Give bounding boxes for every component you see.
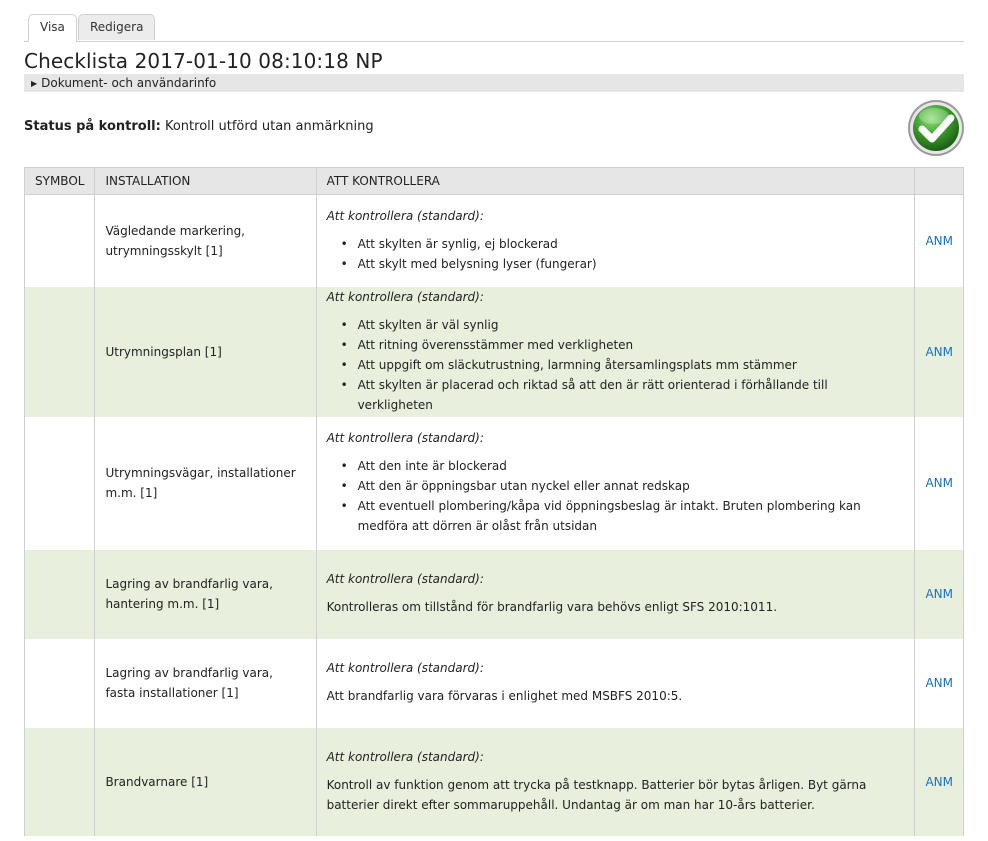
status-value: Kontroll utförd utan anmärkning [160, 119, 374, 134]
table-row [25, 550, 964, 639]
anm-link[interactable]: ANM [925, 676, 953, 690]
symbol-cell [25, 287, 95, 417]
symbol-cell [25, 417, 95, 550]
standard-label: Att kontrollera (standard): [326, 289, 484, 304]
action-cell [915, 639, 964, 728]
document-info-toggle[interactable] [24, 74, 964, 92]
tab-view[interactable]: Visa [28, 14, 77, 42]
table-row [25, 195, 964, 287]
action-cell [915, 550, 964, 639]
anm-link[interactable]: ANM [925, 587, 953, 601]
symbol-cell [25, 639, 95, 728]
installation-cell: Lagring av brandfarlig vara, hantering m.m. [1] [95, 550, 316, 639]
check-item: • Att den inte är blockerad [341, 456, 905, 476]
check-description: Kontroll av funktion genom att trycka på testknapp. Batterier bör bytas årligen. Byt gärna batterier direkt efter sommaruppehåll. Undantag är om man har 10-års batterier. [326, 777, 867, 812]
symbol-cell [25, 728, 95, 836]
check-item: • Att skylten är synlig, ej blockerad [341, 234, 905, 254]
checklist-table [24, 167, 964, 836]
tab-edit[interactable]: Redigera [78, 14, 155, 40]
standard-label: Att kontrollera (standard): [326, 749, 484, 764]
page-title: Checklista 2017-01-10 08:10:18 NP [24, 49, 383, 73]
table-row [25, 639, 964, 728]
anm-link[interactable]: ANM [925, 476, 953, 490]
header-symbol: SYMBOL [25, 168, 95, 195]
standard-label: Att kontrollera (standard): [326, 431, 484, 445]
check-cell [316, 417, 915, 550]
table-header-row [25, 168, 964, 195]
check-list [327, 234, 905, 274]
check-cell [316, 195, 915, 287]
check-item: • Att uppgift om släckutrustning, larmning återsamlingsplats mm stämmer [341, 355, 905, 375]
table-row [25, 287, 964, 417]
anm-link[interactable]: ANM [925, 233, 953, 248]
action-cell [915, 728, 964, 836]
installation-cell: Lagring av brandfarlig vara, fasta installationer [1] [95, 639, 316, 728]
header-installation: INSTALLATION [95, 168, 316, 195]
standard-label: Att kontrollera (standard): [326, 572, 484, 586]
check-cell [316, 550, 915, 639]
check-cell [316, 728, 915, 836]
check-item: • Att skylten är väl synlig [341, 315, 905, 335]
check-list [327, 315, 905, 415]
header-check: ATT KONTROLLERA [316, 168, 915, 195]
standard-label: Att kontrollera (standard): [326, 661, 484, 675]
installation-cell: Utrymningsvägar, installationer m.m. [1] [95, 417, 316, 550]
control-status [24, 119, 374, 134]
action-cell [915, 195, 964, 287]
status-label: Status på kontroll [24, 119, 156, 134]
table-row [25, 728, 964, 836]
table-row [25, 417, 964, 550]
check-description: Kontrolleras om tillstånd för brandfarlig vara behövs enligt SFS 2010:1011. [326, 600, 778, 614]
check-item: • Att skylt med belysning lyser (fungerar) [341, 254, 905, 274]
action-cell [915, 417, 964, 550]
installation-cell: Brandvarnare [1] [95, 728, 316, 836]
anm-link[interactable]: ANM [925, 344, 953, 359]
triangle-right-icon: ▶ [31, 79, 38, 88]
check-item: • Att den är öppningsbar utan nyckel eller annat redskap [341, 476, 905, 496]
anm-link[interactable]: ANM [925, 774, 953, 789]
check-item: • Att skylten är placerad och riktad så att den är rätt orienterad i förhållande till verkligheten [341, 375, 905, 415]
header-action [915, 168, 964, 195]
checkmark-icon [907, 99, 965, 157]
check-list [327, 456, 905, 536]
standard-label: Att kontrollera (standard): [326, 208, 484, 223]
check-cell [316, 639, 915, 728]
check-cell [316, 287, 915, 417]
check-item: • Att eventuell plombering/kåpa vid öppningsbeslag är intakt. Bruten plombering kan medföra att dörren är olåst från utsidan [341, 496, 905, 536]
check-item: • Att ritning överensstämmer med verkligheten [341, 335, 905, 355]
status-separator: : [155, 119, 161, 134]
tab-bar [24, 14, 964, 42]
document-info-label: Dokument- och användarinfo [41, 76, 217, 90]
check-description: Att brandfarlig vara förvaras i enlighet med MSBFS 2010:5. [326, 689, 683, 703]
action-cell [915, 287, 964, 417]
symbol-cell [25, 550, 95, 639]
symbol-cell [25, 195, 95, 287]
installation-cell: Utrymningsplan [1] [95, 287, 316, 417]
installation-cell: Vägledande markering, utrymningsskylt [1] [95, 195, 316, 287]
